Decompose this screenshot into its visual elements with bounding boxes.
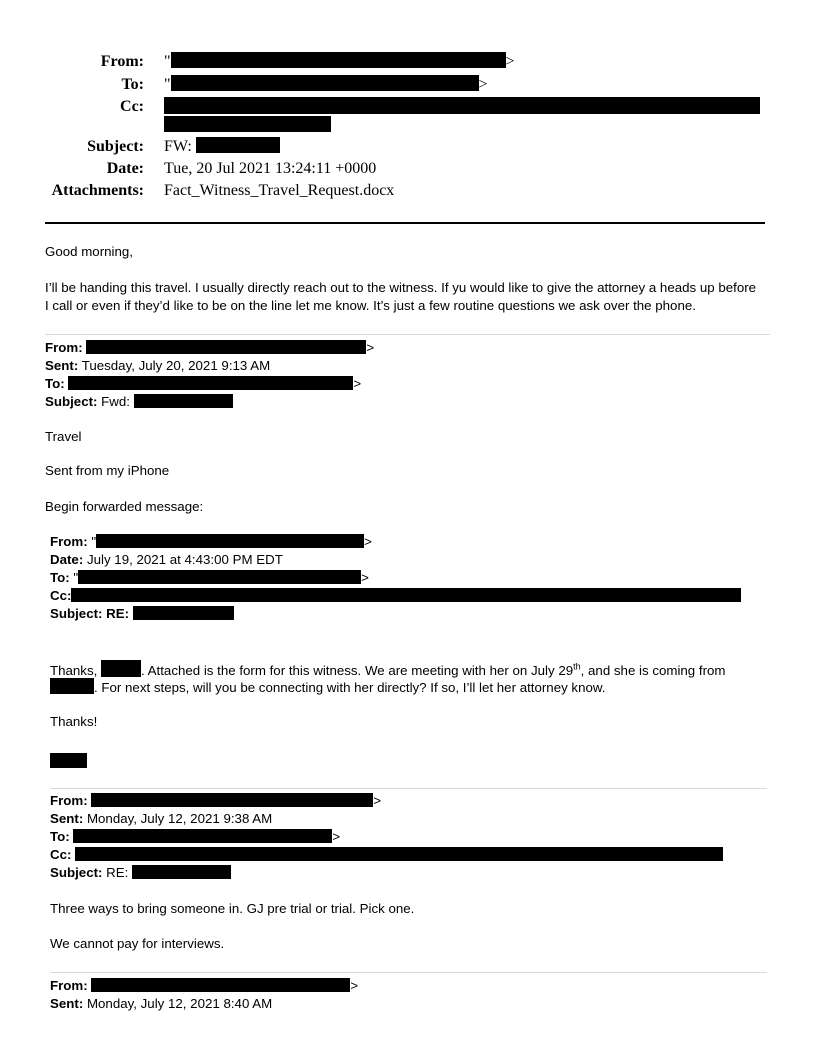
message3-subject: Subject: RE: (50, 605, 234, 623)
header-from-label: From: (100, 53, 144, 70)
redacted-block (75, 847, 723, 861)
header-subject-label: Subject: (87, 138, 144, 155)
redacted-block (86, 340, 366, 354)
message1-line2: I call or even if they’d like to be on the line let me know. It’s just a few routine questions we ask over the phone. (45, 298, 696, 313)
greeting: Good morning, (45, 244, 133, 259)
message1-line1: I’ll be handing this travel. I usually directly reach out to the witness. If yu would like to give the attorney a heads up before (45, 280, 757, 295)
message3-cc: Cc: (50, 587, 741, 605)
header-attachments-label: Attachments: (51, 182, 144, 199)
header-attachments-row (0, 181, 800, 201)
message3-date: Date: July 19, 2021 at 4:43:00 PM EDT (50, 552, 283, 567)
redacted-block (91, 793, 373, 807)
attachment-filename[interactable]: Fact_Witness_Travel_Request.docx (164, 182, 395, 199)
message2-sent-from: Sent from my iPhone (45, 463, 170, 478)
redacted-block (68, 376, 353, 390)
redacted-block (73, 829, 332, 843)
redacted-block (50, 678, 94, 694)
header-to-row: To: " > (121, 76, 488, 93)
message4-line1: Three ways to bring someone in. GJ pre trial or trial. Pick one. (50, 901, 415, 916)
message2-begin-forwarded: Begin forwarded message: (45, 499, 204, 514)
message-separator (50, 788, 767, 789)
header-cc-label: Cc: (120, 98, 144, 115)
redacted-block (91, 978, 350, 992)
header-cc-row (0, 97, 800, 117)
redacted-block (164, 116, 331, 132)
message5-sent: Sent: Monday, July 12, 2021 8:40 AM (50, 996, 273, 1011)
redacted-block (171, 52, 506, 68)
message4-to: To: > (50, 829, 341, 844)
redacted-block (164, 97, 760, 114)
header-divider (45, 222, 765, 224)
message5-from: From: > (50, 978, 359, 993)
header-date-row (0, 159, 800, 179)
message4-from: From: > (50, 793, 382, 808)
redacted-block (78, 570, 361, 584)
message3-line2: . For next steps, will you be connecting with her directly? If so, I’ll let her attorney know. (50, 678, 605, 697)
message4-subject: Subject: RE: (50, 864, 231, 882)
redacted-block (171, 75, 479, 91)
header-subject-row: Subject: FW: (0, 137, 800, 157)
message4-sent: Sent: Monday, July 12, 2021 9:38 AM (50, 811, 273, 826)
message4-cc: Cc: (50, 846, 723, 864)
message3-thanks: Thanks! (50, 714, 98, 729)
message3-line1: Thanks, . Attached is the form for this witness. We are meeting with her on July 29th, and she is coming from (50, 661, 726, 678)
redacted-block (101, 660, 141, 677)
message4-line2: We cannot pay for interviews. (50, 936, 225, 951)
redacted-block (71, 588, 741, 602)
redacted-block (96, 534, 364, 548)
message2-sent: Sent: Tuesday, July 20, 2021 9:13 AM (45, 358, 271, 373)
message-separator (50, 972, 767, 973)
redacted-block (133, 606, 234, 620)
header-date-value: Tue, 20 Jul 2021 13:24:11 +0000 (164, 160, 377, 177)
message2-body-travel: Travel (45, 429, 82, 444)
message2-from: From: > (45, 340, 375, 355)
message3-to: To: " > (50, 570, 369, 585)
header-from-row: From: " > (100, 53, 515, 70)
redacted-block (134, 394, 233, 408)
message2-to: To: > (45, 376, 362, 391)
redacted-block (196, 137, 280, 153)
message3-from: From: " > (50, 534, 372, 549)
redacted-block (132, 865, 231, 879)
header-to-label: To: (121, 76, 144, 93)
message2-subject: Subject: Fwd: (45, 393, 233, 411)
header-date-label: Date: (106, 160, 144, 177)
message-separator (45, 334, 770, 335)
redacted-signature (50, 753, 87, 768)
